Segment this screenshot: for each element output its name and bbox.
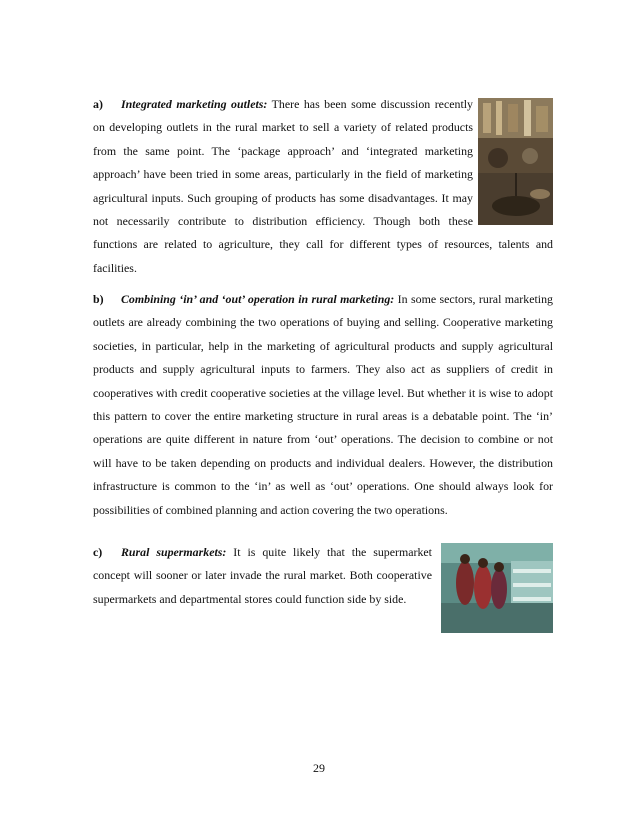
section-text: There has been some discussion recently on developing outlets in the rural market to sell a variety of related products from the same point. The ‘package approach’ and ‘integrated marketing approach’ have been tried in some areas, particularly in the field of marketing agricultural inputs. Such grouping of products has some disadvantages. It may not necessarily contribute to distribution efficiency. Though both these functions are related to agriculture, they call for different types of resources, talents and facilities.	[93, 97, 553, 275]
section-letter: c)	[93, 545, 103, 559]
section-title: Integrated marketing outlets:	[121, 97, 268, 111]
photo-spacer	[473, 93, 553, 233]
section-letter: a)	[93, 97, 103, 111]
section-title: Combining ‘in’ and ‘out’ operation in rural marketing:	[121, 292, 395, 306]
section-a	[93, 93, 553, 280]
section-text: It is quite likely that the supermarket concept will sooner or later invade the rural market. Both cooperative supermarkets and departmental stores could function side by side.	[93, 545, 432, 606]
section-c	[93, 541, 432, 611]
page-number: 29	[313, 761, 325, 775]
section-text: In some sectors, rural marketing outlets are already combining the two operations of buying and selling. Cooperative marketing societies, in particular, help in the marketing of agricultural products and supply agricultural products and supply agricultural inputs to farmers. They also act as suppliers of credit in cooperatives with credit cooperative societies at the village level. But whether it is wise to adopt this pattern to cover the entire marketing structure in rural areas is a debatable point. The ‘in’ operations are quite different in nature from ‘out’ operations. The decision to combine or not will have to be taken depending on products and individual dealers. However, the distribution infrastructure is common to the ‘in’ as well as ‘out’ operations. One should always look for possibilities of combined planning and action covering the two operations.	[93, 292, 553, 517]
section-title: Rural supermarkets:	[121, 545, 227, 559]
section-letter: b)	[93, 292, 104, 306]
section-b	[93, 288, 553, 522]
supermarket-photo	[441, 543, 553, 633]
